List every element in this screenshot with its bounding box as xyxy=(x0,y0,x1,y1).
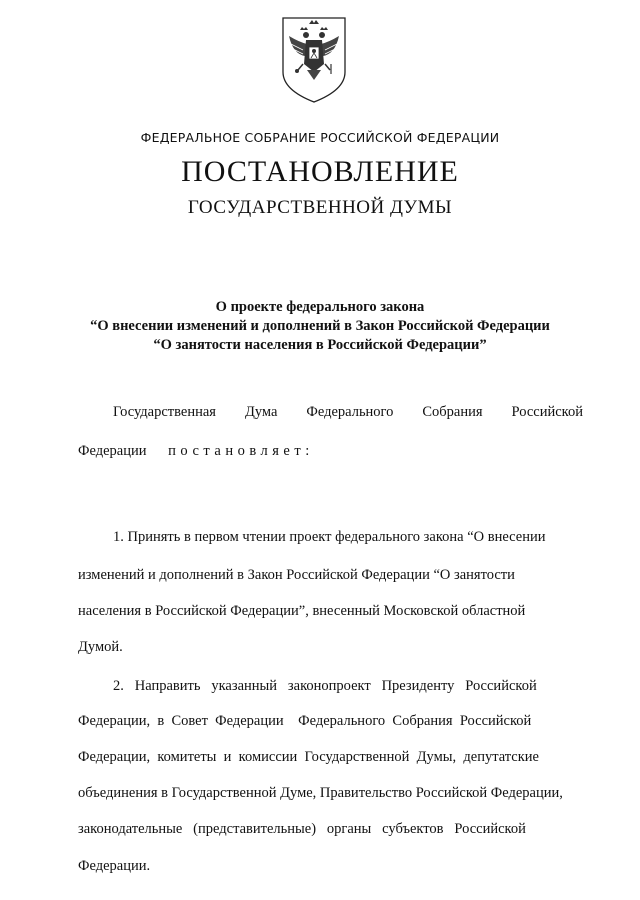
document-issuer: ГОСУДАРСТВЕННОЙ ДУМЫ xyxy=(187,197,453,218)
document-type-title: ПОСТАНОВЛЕНИЕ xyxy=(181,155,459,188)
preamble-word: Дума xyxy=(244,404,278,420)
preamble-word: Федерации xyxy=(78,443,147,459)
preamble-line xyxy=(113,402,583,422)
org-name: ФЕДЕРАЛЬНОЕ СОБРАНИЕ РОССИЙСКОЙ ФЕДЕРАЦИИ xyxy=(140,130,500,145)
item-1-line: населения в Российской Федерации”, внесенный Московской областной xyxy=(78,603,526,619)
coat-of-arms-icon xyxy=(279,14,349,104)
item-1-line: 1. Принять в первом чтении проект федерального закона “О внесении xyxy=(113,529,546,545)
item-2-line: Федерации, комитеты и комиссии Государственной Думы, депутатские xyxy=(78,749,539,765)
item-2-line: объединения в Государственной Думе, Правительство Российской Федерации, xyxy=(78,785,563,801)
preamble-word: Собрания xyxy=(422,404,483,420)
document-subject xyxy=(0,298,640,355)
item-1-line: Думой. xyxy=(78,639,123,655)
item-2-line: 2. Направить указанный законопроект Президенту Российской xyxy=(113,678,537,694)
preamble-line xyxy=(78,441,314,461)
item-2-line: Федерации, в Совет Федерации Федерального Собрания Российской xyxy=(78,713,532,729)
preamble-verb: постановляет: xyxy=(168,443,314,459)
subject-line: “О внесении изменений и дополнений в Закон Российской Федерации xyxy=(90,318,550,334)
item-2-line: Федерации. xyxy=(78,858,151,874)
preamble-word: Государственная xyxy=(113,404,216,420)
subject-line: “О занятости населения в Российской Федерации” xyxy=(153,337,487,353)
item-1-line: изменений и дополнений в Закон Российской Федерации “О занятости xyxy=(78,567,515,583)
subject-line: О проекте федерального закона xyxy=(215,299,425,315)
preamble-word: Федерального xyxy=(306,404,394,420)
item-2-line: законодательные (представительные) органы субъектов Российской xyxy=(78,821,526,837)
preamble-word: Российской xyxy=(511,404,583,420)
